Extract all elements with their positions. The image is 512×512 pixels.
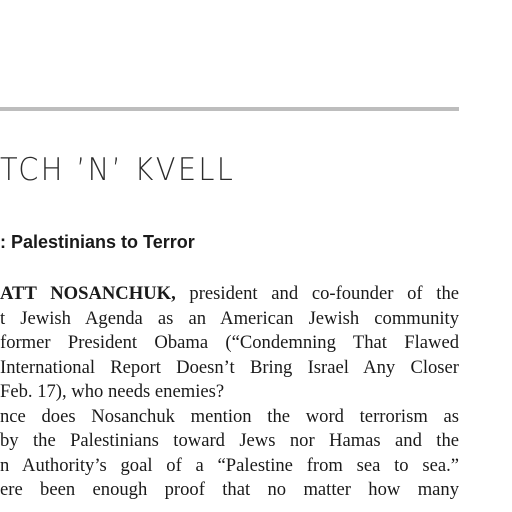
body-line: n Authority’s goal of a “Palestine from sea to sea.”	[0, 454, 459, 476]
author-name: ATT NOSANCHUK,	[0, 283, 176, 304]
body-line	[0, 282, 459, 307]
body-line: t Jewish Agenda as an American Jewish community	[0, 307, 459, 329]
body-line: International Report Doesn’t Bring Israel Any Closer	[0, 356, 459, 378]
body-line: by the Palestinians toward Jews nor Hamas and the	[0, 430, 459, 451]
article-body	[0, 282, 459, 503]
section-title: TCH ’N’ KVELL	[0, 152, 236, 188]
body-line: ere been enough proof that no matter how many	[0, 479, 459, 500]
body-line-text: president and co-founder of the	[175, 283, 459, 304]
section-divider	[0, 107, 459, 111]
body-line: Feb. 17), who needs enemies?	[0, 381, 225, 402]
body-line: nce does Nosanchuk mention the word terrorism as	[0, 405, 459, 427]
article-headline: : Palestinians to Terror	[0, 232, 195, 252]
body-line: former President Obama (“Condemning That Flawed	[0, 332, 459, 353]
